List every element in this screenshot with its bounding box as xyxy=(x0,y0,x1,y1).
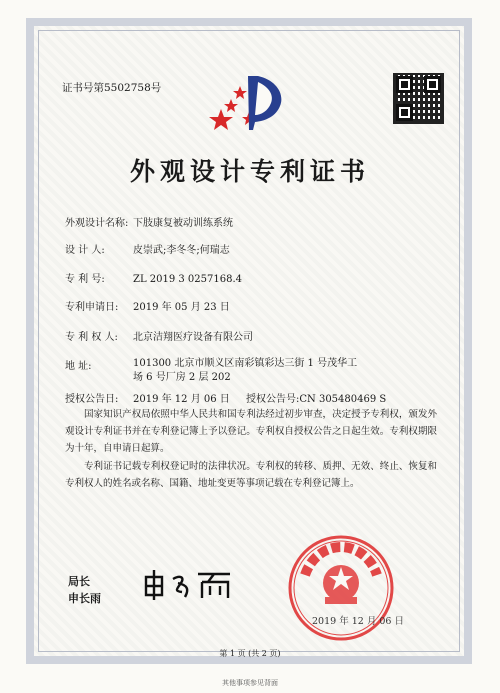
field-value: 101300 北京市顺义区南彩镇彩达三街 1 号茂华工场 6 号厂房 2 层 202 xyxy=(133,358,358,383)
grant-date xyxy=(65,390,230,405)
grant-date-label: 授权公告日: xyxy=(65,394,119,405)
patent-office-logo-icon xyxy=(206,72,296,134)
signatory-title: 局长 xyxy=(68,575,90,588)
qr-code-icon xyxy=(393,73,444,124)
grant-date-value: 2019 年 12 月 06 日 xyxy=(133,394,230,405)
field-value: ZL 2019 3 0257168.4 xyxy=(133,274,243,285)
field-value: 2019 年 05 月 23 日 xyxy=(133,302,230,313)
field-label: 地 址: xyxy=(65,361,92,372)
certificate-number: 证书号第5502758号 xyxy=(62,82,162,94)
field-label: 专 利 权 人: xyxy=(65,332,118,343)
field-label: 专 利 号: xyxy=(65,274,105,285)
field-patent-number xyxy=(65,270,242,285)
field-design-name xyxy=(65,214,233,229)
handwritten-signature-icon xyxy=(140,567,240,602)
page-number: 第 1 页 (共 2 页) xyxy=(219,649,281,658)
seal-date: 2019 年 12 月 06 日 xyxy=(312,616,404,627)
paragraph-legal-status: 专利证书记载专利权登记时的法律状况。专利权的转移、质押、无效、终止、恢复和专利权人的姓名或名称、国籍、地址变更等事项记载在专利登记簿上。 xyxy=(65,461,437,489)
grant-number xyxy=(246,390,386,405)
field-value: 皮崇武;李冬冬;何瑞志 xyxy=(133,245,230,256)
certificate-title: 外观设计专利证书 xyxy=(129,157,370,186)
field-label: 专利申请日: xyxy=(65,302,119,313)
signatory-name: 申长雨 xyxy=(68,592,101,605)
field-value: 下肢康复被动训练系统 xyxy=(133,218,233,229)
field-application-date xyxy=(65,298,230,313)
field-patentee xyxy=(65,328,253,343)
field-label: 设 计 人: xyxy=(65,245,105,256)
field-designers xyxy=(65,241,230,256)
grant-number-value: CN 305480469 S xyxy=(299,394,387,405)
field-address xyxy=(65,357,363,385)
footer-note: 其他事项参见背面 xyxy=(222,679,278,687)
grant-number-label: 授权公告号: xyxy=(246,394,300,405)
field-label: 外观设计名称: xyxy=(65,218,129,229)
paragraph-grant-statement: 国家知识产权局依照中华人民共和国专利法经过初步审查，决定授予专利权，颁发外观设计专利证书并在专利登记簿上予以登记。专利权自授权公告之日起生效。专利权期限为十年，自申请日起算。 xyxy=(65,409,437,454)
field-value: 北京洁翔医疗设备有限公司 xyxy=(133,332,253,343)
